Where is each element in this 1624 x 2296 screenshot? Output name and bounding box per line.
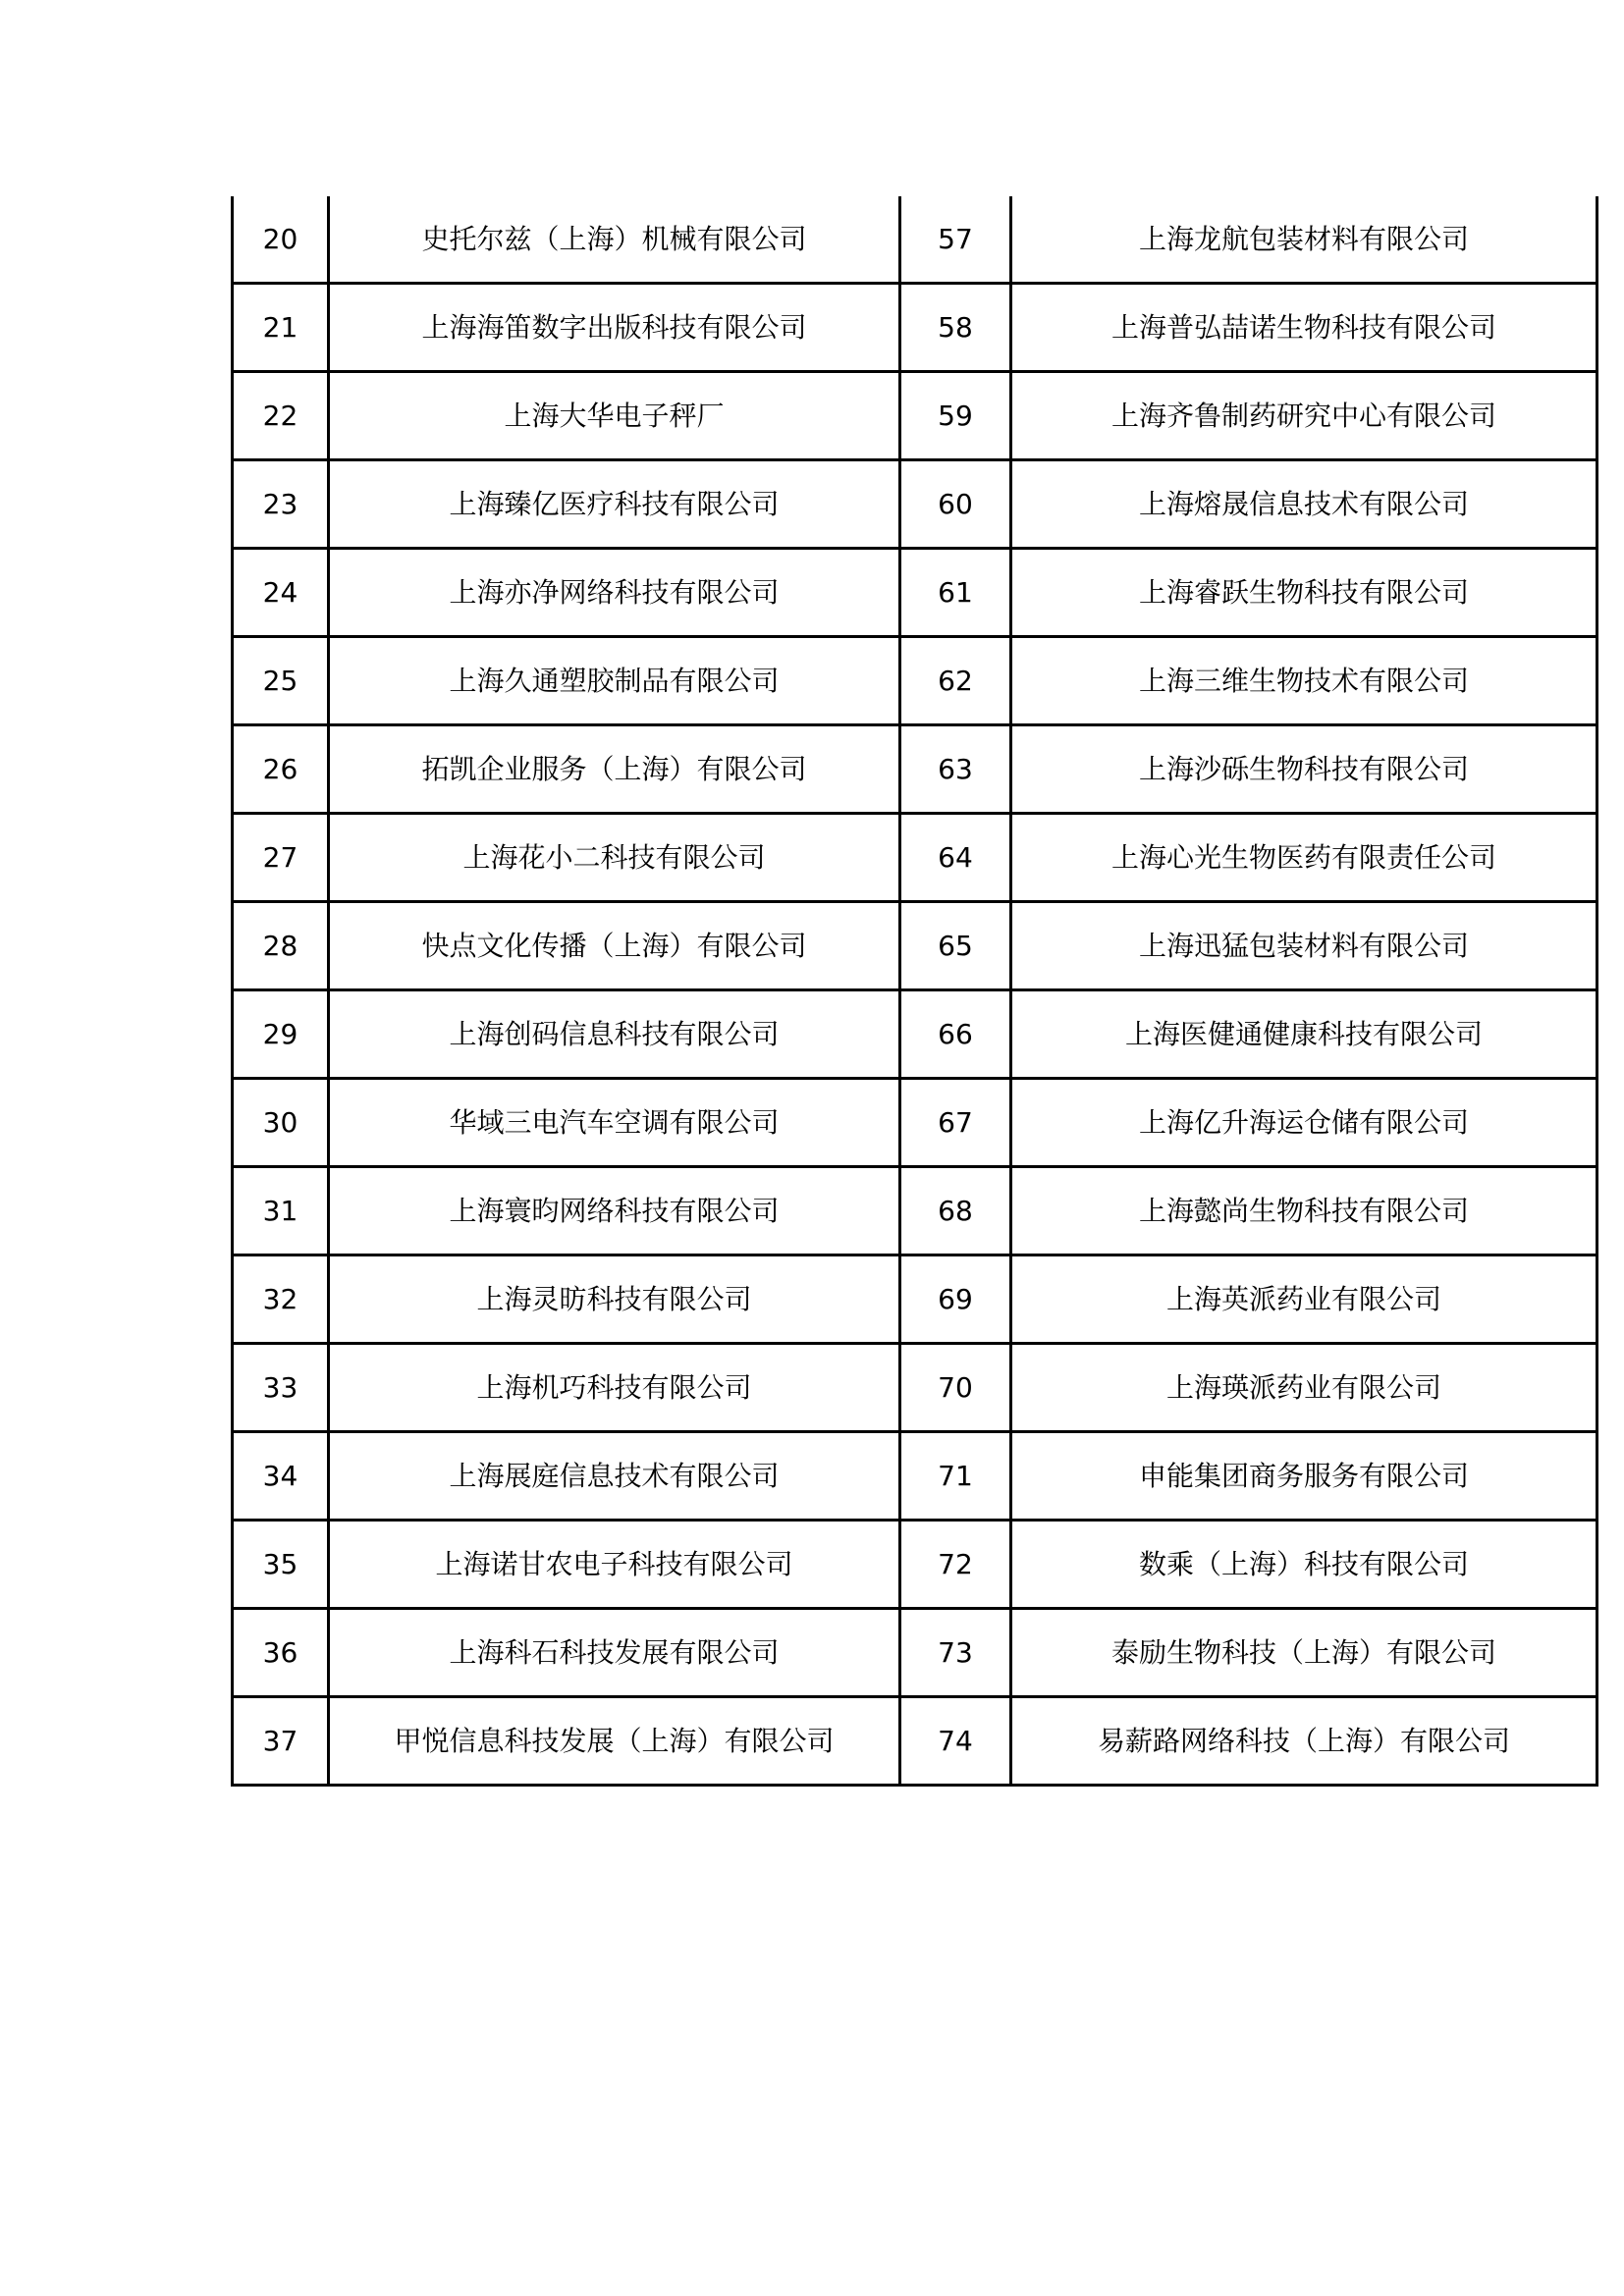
- company-name-right: 上海懿尚生物科技有限公司: [1011, 1167, 1597, 1255]
- company-name-left: 甲悦信息科技发展（上海）有限公司: [329, 1697, 900, 1786]
- company-name-right: 上海齐鲁制药研究中心有限公司: [1011, 372, 1597, 460]
- row-number-right: 58: [900, 284, 1011, 372]
- row-number-right: 72: [900, 1521, 1011, 1609]
- row-number-left: 22: [233, 372, 329, 460]
- company-name-left: 拓凯企业服务（上海）有限公司: [329, 725, 900, 814]
- company-name-right: 申能集团商务服务有限公司: [1011, 1432, 1597, 1521]
- row-number-right: 67: [900, 1079, 1011, 1167]
- row-number-left: 29: [233, 990, 329, 1079]
- table-row: [233, 637, 1597, 725]
- row-number-left: 31: [233, 1167, 329, 1255]
- table-row: [233, 725, 1597, 814]
- row-number-left: 34: [233, 1432, 329, 1521]
- row-number-right: 71: [900, 1432, 1011, 1521]
- row-number-left: 20: [233, 196, 329, 284]
- company-name-right: 上海龙航包装材料有限公司: [1011, 196, 1597, 284]
- row-number-right: 73: [900, 1609, 1011, 1697]
- company-name-left: 上海灵昉科技有限公司: [329, 1255, 900, 1344]
- company-name-right: 上海英派药业有限公司: [1011, 1255, 1597, 1344]
- company-name-right: 上海沙砾生物科技有限公司: [1011, 725, 1597, 814]
- row-number-right: 68: [900, 1167, 1011, 1255]
- company-name-right: 上海亿升海运仓储有限公司: [1011, 1079, 1597, 1167]
- company-name-left: 华域三电汽车空调有限公司: [329, 1079, 900, 1167]
- company-name-right: 上海普弘喆诺生物科技有限公司: [1011, 284, 1597, 372]
- row-number-right: 60: [900, 460, 1011, 549]
- company-name-right: 上海心光生物医药有限责任公司: [1011, 814, 1597, 902]
- table-row: [233, 372, 1597, 460]
- table-row: [233, 1609, 1597, 1697]
- row-number-left: 24: [233, 549, 329, 637]
- company-list-table-container: [231, 196, 1596, 1787]
- row-number-left: 36: [233, 1609, 329, 1697]
- company-name-right: 上海瑛派药业有限公司: [1011, 1344, 1597, 1432]
- table-row: [233, 902, 1597, 990]
- company-name-right: 上海迅猛包装材料有限公司: [1011, 902, 1597, 990]
- table-row: [233, 1079, 1597, 1167]
- row-number-right: 62: [900, 637, 1011, 725]
- row-number-left: 25: [233, 637, 329, 725]
- company-name-left: 上海诺甘农电子科技有限公司: [329, 1521, 900, 1609]
- table-row: [233, 196, 1597, 284]
- row-number-left: 23: [233, 460, 329, 549]
- company-name-right: 易薪路网络科技（上海）有限公司: [1011, 1697, 1597, 1786]
- company-name-left: 上海科石科技发展有限公司: [329, 1609, 900, 1697]
- row-number-right: 57: [900, 196, 1011, 284]
- table-row: [233, 284, 1597, 372]
- row-number-left: 28: [233, 902, 329, 990]
- row-number-left: 21: [233, 284, 329, 372]
- company-name-right: 上海医健通健康科技有限公司: [1011, 990, 1597, 1079]
- company-name-left: 上海机巧科技有限公司: [329, 1344, 900, 1432]
- row-number-left: 26: [233, 725, 329, 814]
- row-number-right: 69: [900, 1255, 1011, 1344]
- table-body: [233, 196, 1597, 1786]
- company-name-right: 泰励生物科技（上海）有限公司: [1011, 1609, 1597, 1697]
- company-name-left: 上海久通塑胶制品有限公司: [329, 637, 900, 725]
- row-number-left: 37: [233, 1697, 329, 1786]
- company-name-left: 上海臻亿医疗科技有限公司: [329, 460, 900, 549]
- row-number-right: 70: [900, 1344, 1011, 1432]
- row-number-right: 61: [900, 549, 1011, 637]
- company-name-left: 上海亦净网络科技有限公司: [329, 549, 900, 637]
- company-name-left: 上海寰昀网络科技有限公司: [329, 1167, 900, 1255]
- company-list-table: [231, 196, 1598, 1787]
- table-row: [233, 460, 1597, 549]
- table-row: [233, 1255, 1597, 1344]
- company-name-left: 上海花小二科技有限公司: [329, 814, 900, 902]
- table-row: [233, 1697, 1597, 1786]
- row-number-left: 27: [233, 814, 329, 902]
- table-row: [233, 1344, 1597, 1432]
- table-row: [233, 1167, 1597, 1255]
- row-number-right: 63: [900, 725, 1011, 814]
- company-name-left: 上海创码信息科技有限公司: [329, 990, 900, 1079]
- company-name-right: 上海三维生物技术有限公司: [1011, 637, 1597, 725]
- row-number-left: 33: [233, 1344, 329, 1432]
- table-row: [233, 1432, 1597, 1521]
- company-name-left: 上海展庭信息技术有限公司: [329, 1432, 900, 1521]
- company-name-left: 上海大华电子秤厂: [329, 372, 900, 460]
- company-name-left: 快点文化传播（上海）有限公司: [329, 902, 900, 990]
- company-name-left: 史托尔兹（上海）机械有限公司: [329, 196, 900, 284]
- table-row: [233, 1521, 1597, 1609]
- row-number-right: 66: [900, 990, 1011, 1079]
- row-number-left: 35: [233, 1521, 329, 1609]
- table-row: [233, 814, 1597, 902]
- row-number-right: 74: [900, 1697, 1011, 1786]
- company-name-right: 上海熔晟信息技术有限公司: [1011, 460, 1597, 549]
- row-number-left: 32: [233, 1255, 329, 1344]
- table-row: [233, 990, 1597, 1079]
- company-name-right: 上海睿跃生物科技有限公司: [1011, 549, 1597, 637]
- row-number-right: 64: [900, 814, 1011, 902]
- row-number-right: 65: [900, 902, 1011, 990]
- row-number-left: 30: [233, 1079, 329, 1167]
- company-name-left: 上海海笛数字出版科技有限公司: [329, 284, 900, 372]
- row-number-right: 59: [900, 372, 1011, 460]
- table-row: [233, 549, 1597, 637]
- company-name-right: 数乘（上海）科技有限公司: [1011, 1521, 1597, 1609]
